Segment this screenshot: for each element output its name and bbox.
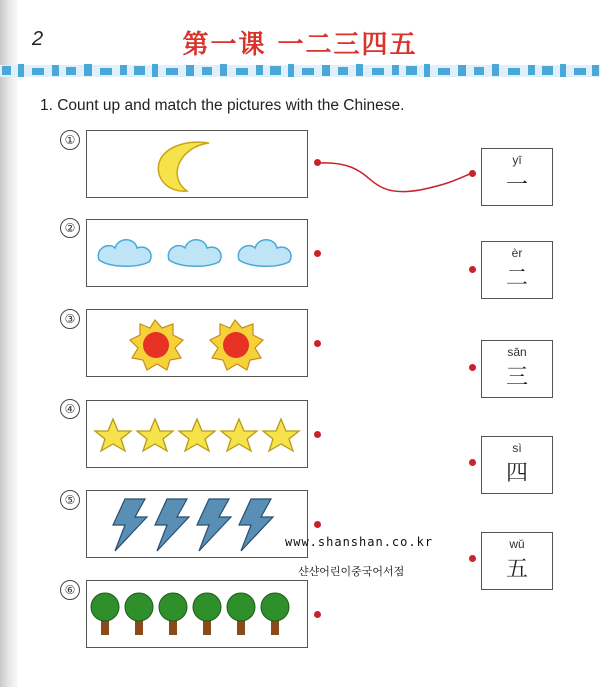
char-card-si xyxy=(481,436,553,494)
exercise-instruction: 1. Count up and match the pictures with the Chinese. xyxy=(40,97,405,114)
row-number: ① xyxy=(60,130,80,150)
match-dot-right-2[interactable] xyxy=(469,266,476,273)
pinyin-label: sān xyxy=(507,345,527,359)
match-dot-left-1[interactable] xyxy=(314,159,321,166)
char-card-er xyxy=(481,241,553,299)
row-number: ③ xyxy=(60,309,80,329)
row-number: ⑥ xyxy=(60,580,80,600)
picture-box-6 xyxy=(86,580,308,648)
cloud-icon xyxy=(87,220,309,288)
lesson-title: 第一课 一二三四五 xyxy=(182,30,418,60)
row-number: ② xyxy=(60,218,80,238)
hanzi-label: 三 xyxy=(505,365,528,390)
hanzi-label: 五 xyxy=(505,557,528,582)
picture-box-3 xyxy=(86,309,308,377)
match-dot-left-2[interactable] xyxy=(314,250,321,257)
char-card-san xyxy=(481,340,553,398)
picture-box-4 xyxy=(86,400,308,468)
book-spine-shadow xyxy=(0,0,18,687)
hanzi-label: 一 xyxy=(505,173,528,198)
row-number: ④ xyxy=(60,399,80,419)
match-dot-right-1[interactable] xyxy=(469,170,476,177)
pinyin-label: yī xyxy=(512,153,522,167)
tree-icon xyxy=(87,581,309,649)
char-card-wu xyxy=(481,532,553,590)
decorative-band xyxy=(0,60,600,82)
match-dot-right-5[interactable] xyxy=(469,555,476,562)
match-dot-left-4[interactable] xyxy=(314,431,321,438)
match-dot-left-5[interactable] xyxy=(314,521,321,528)
pinyin-label: wǔ xyxy=(509,537,525,551)
hanzi-label: 二 xyxy=(505,266,528,291)
pinyin-label: èr xyxy=(511,246,523,260)
page-number: 2 xyxy=(32,28,44,50)
match-dot-left-3[interactable] xyxy=(314,340,321,347)
picture-box-2 xyxy=(86,219,308,287)
hanzi-label: 四 xyxy=(505,461,528,486)
pinyin-label: sì xyxy=(512,441,522,455)
watermark-shop-name: 샨샨어린이중국어서점 xyxy=(298,565,405,578)
char-card-yi xyxy=(481,148,553,206)
watermark-url: www.shanshan.co.kr xyxy=(285,535,434,549)
sun-icon xyxy=(87,310,309,378)
moon-icon xyxy=(87,131,309,199)
match-dot-left-6[interactable] xyxy=(314,611,321,618)
picture-box-5 xyxy=(86,490,308,558)
row-number: ⑤ xyxy=(60,490,80,510)
lightning-icon xyxy=(87,491,309,559)
star-icon xyxy=(87,401,309,469)
picture-box-1 xyxy=(86,130,308,198)
match-dot-right-3[interactable] xyxy=(469,364,476,371)
match-dot-right-4[interactable] xyxy=(469,459,476,466)
